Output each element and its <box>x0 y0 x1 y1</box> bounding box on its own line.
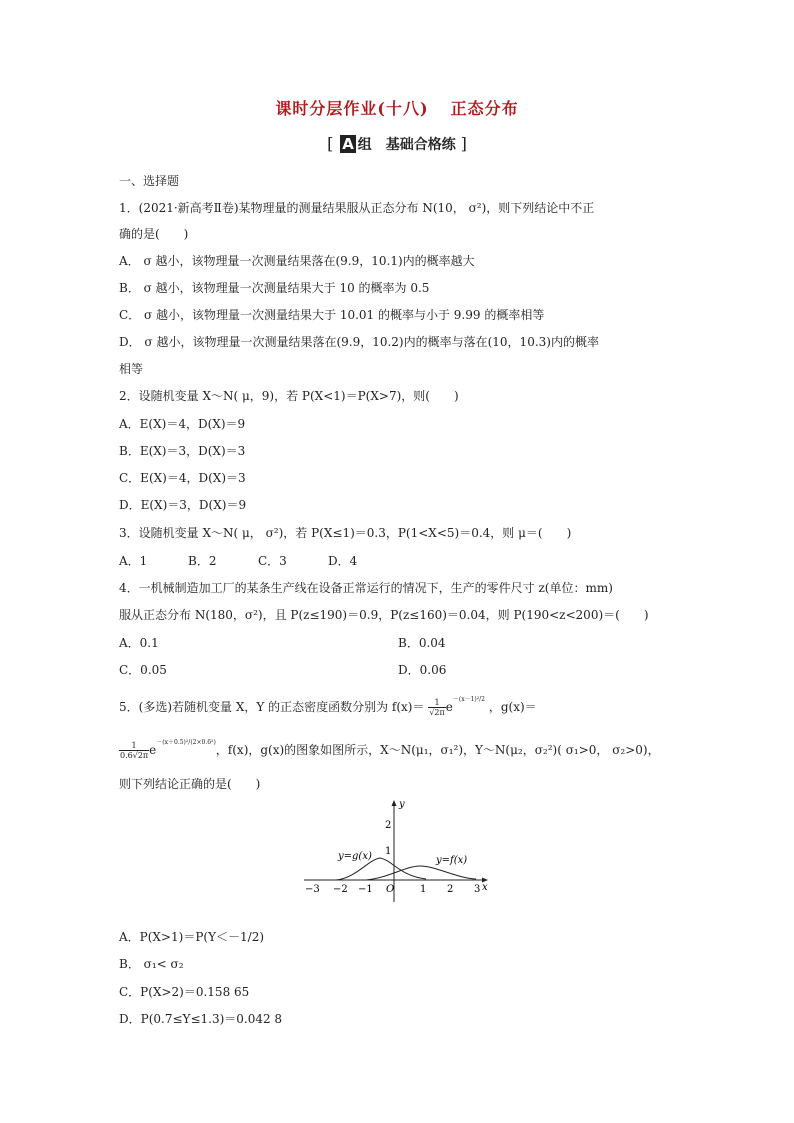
q4-stem-line2: 服从正态分布 N(180，σ²)，且 P(z≤190)＝0.9，P(z≤160)＝0.04，则 P(190<z<200)＝( ) <box>119 608 649 622</box>
f-coefficient-fraction <box>428 698 445 717</box>
x-tick-label: −1 <box>358 884 373 895</box>
g-exponent: －(x＋0.5)²/(2×0.6²) <box>156 739 216 746</box>
q1-stem-line2: 确的是( ) <box>119 227 189 241</box>
q4-option-b: B．0.04 <box>398 636 446 650</box>
q4-option-d: D．0.06 <box>398 663 447 677</box>
f-exp-base: e <box>445 700 453 714</box>
q1-option-c: C． σ 越小，该物理量一次测量结果大于 10.01 的概率与小于 9.99 的概率相等 <box>119 308 545 322</box>
g-fraction-denominator: 0.6√2π <box>120 751 149 760</box>
section-heading: 一、选择题 <box>119 174 180 188</box>
x-tick-label: 2 <box>447 884 454 895</box>
y-tick-label: 1 <box>385 846 392 857</box>
q3-stem: 3．设随机变量 X～N( μ， σ²)，若 P(X≤1)＝0.3，P(1<X<5)＝0.4，则 μ＝( ) <box>119 526 572 540</box>
q3-option-a: A．1 <box>119 554 148 568</box>
x-tick-label: −3 <box>305 884 320 895</box>
g-exp-base: e <box>149 743 157 757</box>
q2-stem: 2．设随机变量 X～N( μ，9)，若 P(X<1)＝P(X>7)，则( ) <box>119 389 459 403</box>
q5-option-d: D．P(0.7≤Y≤1.3)＝0.042 8 <box>119 1012 283 1026</box>
x-axis-label: x <box>482 882 488 893</box>
q2-option-b: B．E(X)＝3，D(X)＝3 <box>119 444 246 458</box>
q5-option-a: A．P(X>1)＝P(Y＜－1/2) <box>119 930 265 944</box>
q3-option-b: B．2 <box>188 554 217 568</box>
g-coefficient-fraction <box>119 741 149 760</box>
q5-stem-line1 <box>119 694 537 717</box>
q2-option-a: A．E(X)＝4，D(X)＝9 <box>119 417 246 431</box>
y-tick-label: 2 <box>385 820 392 831</box>
title-main: 课时分层作业(十八) <box>275 99 429 118</box>
q3-option-d: D．4 <box>328 554 358 568</box>
y-axis-arrow <box>392 800 397 806</box>
group-close-bracket: ] <box>460 134 467 153</box>
title-topic: 正态分布 <box>450 99 519 118</box>
group-heading <box>0 134 794 154</box>
q5-stem-continuation: ，f(x)，g(x)的图象如图所示，X～N(μ₁，σ₁²)，Y～N(μ₂，σ₂²)( σ₁>0， σ₂>0)， <box>215 743 660 757</box>
x-tick-label: 1 <box>420 884 427 895</box>
q1-stem-line1: 1．(2021·新高考Ⅱ卷)某物理量的测量结果服从正态分布 N(10， σ²)，则下列结论中不正 <box>119 201 595 215</box>
q3-option-c: C．3 <box>258 554 287 568</box>
density-graph <box>296 798 496 908</box>
q1-option-b: B． σ 越小，该物理量一次测量结果大于 10 的概率为 0.5 <box>119 281 430 295</box>
x-tick-label: 3 <box>474 884 481 895</box>
page-title <box>0 96 794 119</box>
group-label: 组 基础合格练 <box>357 137 456 153</box>
y-axis-label: y <box>399 799 405 810</box>
g-curve-label: y=g(x) <box>338 851 372 862</box>
q2-option-c: C．E(X)＝4，D(X)＝3 <box>119 471 246 485</box>
q4-option-c: C．0.05 <box>119 663 167 677</box>
q5-stem-line2 <box>119 737 660 760</box>
q4-option-a: A．0.1 <box>119 636 159 650</box>
q1-option-d-line1: D． σ 越小，该物理量一次测量结果落在(9.9，10.2)内的概率与落在(10，10.3)内的概率 <box>119 335 599 349</box>
q1-option-d-line2: 相等 <box>119 362 144 376</box>
f-fraction-numerator: 1 <box>428 698 445 708</box>
group-letter-badge: A <box>342 135 354 153</box>
x-tick-label: −2 <box>333 884 348 895</box>
f-fraction-denominator: √2π <box>429 708 445 717</box>
g-fraction-numerator: 1 <box>119 741 149 751</box>
f-curve-label: y=f(x) <box>436 855 468 866</box>
q2-option-d: D．E(X)＝3，D(X)＝9 <box>119 498 247 512</box>
q5-option-b: B． σ₁< σ₂ <box>119 957 184 971</box>
q5-g-intro: ，g(x)＝ <box>488 700 537 714</box>
origin-label: O <box>386 884 395 895</box>
q1-option-a: A． σ 越小，该物理量一次测量结果落在(9.9，10.1)内的概率越大 <box>119 254 475 268</box>
group-open-bracket: [ <box>327 134 334 153</box>
q4-stem-line1: 4．一机械制造加工厂的某条生产线在设备正常运行的情况下，生产的零件尺寸 z(单位：mm) <box>119 581 613 595</box>
q5-option-c: C．P(X>2)＝0.158 65 <box>119 985 250 999</box>
f-exponent: －(x－1)²/2 <box>452 696 486 703</box>
q5-stem-text: 5．(多选)若随机变量 X，Y 的正态密度函数分别为 f(x)＝ <box>119 700 425 714</box>
q5-stem-line3: 则下列结论正确的是( ) <box>119 777 261 791</box>
